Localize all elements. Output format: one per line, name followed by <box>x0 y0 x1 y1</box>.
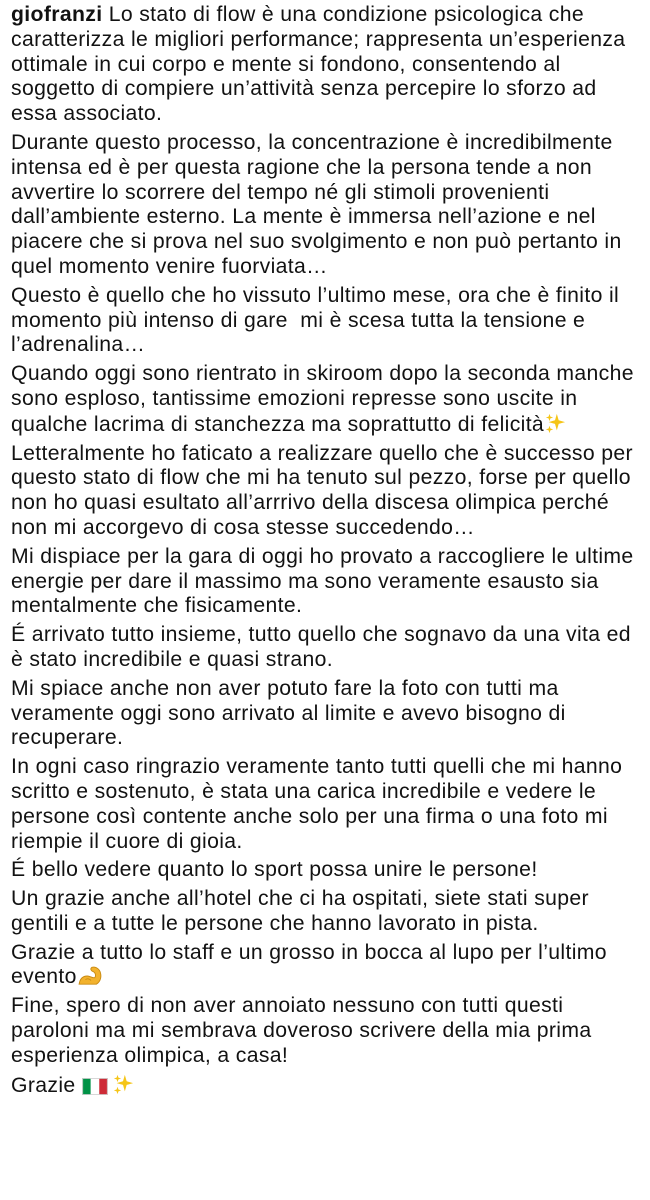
caption-paragraph <box>11 755 639 854</box>
caption-text: É arrivato tutto insieme, tutto quello che sognavo da una vita ed è stato incredibile e quasi strano. <box>11 623 638 671</box>
caption-paragraph <box>11 284 639 358</box>
caption-text: É bello vedere quanto lo sport possa unire le persone! <box>11 858 538 882</box>
caption-paragraph <box>11 941 639 991</box>
username-link[interactable]: giofranzi <box>11 3 103 26</box>
caption-paragraph <box>11 858 639 883</box>
caption-paragraph <box>11 887 639 937</box>
caption-text: Un grazie anche all’hotel che ci ha ospitati, siete stati super gentili e a tutte le persone che hanno lavorato in pista. <box>11 887 596 935</box>
caption-paragraph <box>11 362 639 437</box>
sparkles-icon <box>544 412 566 434</box>
caption-text: Quando oggi sono rientrato in skiroom dopo la seconda manche sono esploso, tantissime emozioni represse sono uscite in qualche lacrima di stanchezza ma soprattutto di felicità <box>11 362 641 436</box>
italy-flag-icon <box>82 1078 108 1095</box>
caption-paragraph <box>11 442 639 541</box>
sparkles-icon <box>112 1073 134 1095</box>
caption-text: Fine, spero di non aver annoiato nessuno con tutti questi paroloni ma mi sembrava doveroso scrivere della mia prima esperienza olimpica, a casa! <box>11 994 598 1067</box>
caption-paragraph <box>11 131 639 280</box>
caption-text: Mi dispiace per la gara di oggi ho provato a raccogliere le ultime energie per dare il massimo ma sono veramente esausto sia mentalmente che fisicamente. <box>11 544 640 618</box>
caption-text: Lo stato di flow è una condizione psicologica che caratterizza le migliori performance; rappresenta un’esperienza ottimale in cui corpo e mente si fondono, consentendo al soggetto di compiere un’attività senza percepire lo sforzo ad essa associato. <box>11 3 632 126</box>
caption-paragraph <box>11 623 639 673</box>
caption-text: Mi spiace anche non aver potuto fare la foto con tutti ma veramente oggi sono arrivato al limite e avevo bisogno di recuperare. <box>11 676 572 750</box>
caption-text: Grazie <box>11 1073 76 1097</box>
caption-text: Letteralmente ho faticato a realizzare quello che è successo per questo stato di flow che mi ha tenuto sul pezzo, forse per quello non ho quasi esultato all’arrrivo della discesa olimpica perché non mi accorgevo di cosa stesse succedendo… <box>11 441 640 539</box>
caption-paragraph <box>11 545 639 619</box>
flexed-biceps-icon <box>77 966 103 986</box>
caption-paragraph <box>11 677 639 751</box>
caption-text: Questo è quello che ho vissuto l’ultimo mese, ora che è finito il momento più intenso di gare mi è scesa tutta la tensione e l’adrenalina… <box>11 283 626 357</box>
caption-paragraph <box>11 1073 639 1099</box>
caption-paragraph <box>11 994 639 1068</box>
caption-paragraph <box>11 3 639 127</box>
caption-text: In ogni caso ringrazio veramente tanto tutti quelli che mi hanno scritto e sostenuto, è stata una carica incredibile e vedere le persone così contente anche solo per una firma o una foto mi riempie il cuore di gioia. <box>11 755 629 853</box>
caption-text: Durante questo processo, la concentrazione è incredibilmente intensa ed è per questa ragione che la persona tende a non avvertire lo scorrere del tempo né gli stimoli provenienti dall’ambiente esterno. La mente è immersa nell’azione e nel piacere che si prova nel suo svolgimento e non può pertanto in quel momento venire fuorviata… <box>11 130 628 278</box>
caption-text: Grazie a tutto lo staff e un grosso in bocca al lupo per l’ultimo evento <box>11 940 614 989</box>
